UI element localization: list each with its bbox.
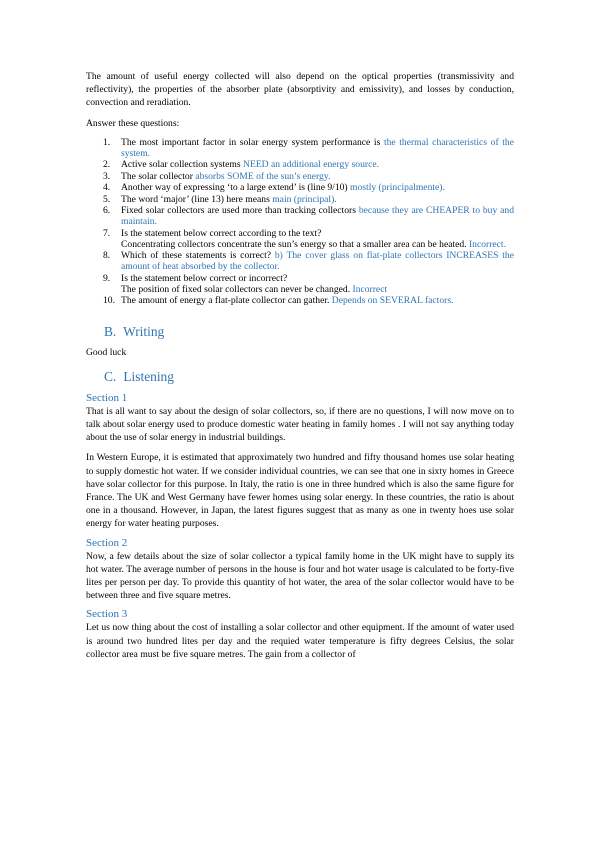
section-1-paragraph-1: That is all want to say about the design of solar collectors, so, if there are no questions, I will now move on to talk about solar energy used to produce domestic water heating in family homes . I will not say anything today about the use of solar energy in industrial buildings. [86, 405, 514, 444]
statement-text: The position of fixed solar collectors can never be changed. [121, 283, 353, 295]
question-text: Is the statement below correct or incorrect? [121, 272, 288, 284]
question-item [86, 228, 514, 250]
question-number: 6. [103, 204, 111, 216]
answer-text: main (principal). [272, 193, 337, 205]
questions-list [86, 137, 514, 307]
question-item [86, 137, 514, 159]
question-text: The amount of energy a flat-plate collector can gather. [121, 295, 332, 307]
section-3-paragraph: Let us now thing about the cost of installing a solar collector and other equipment. If the amount of water used is around two hundred lites per day and the requied water temperature is fifty degrees Celsius, the solar collector area must be five square metres. The gain from a collector of [86, 622, 514, 660]
section-1-heading: Section 1 [86, 391, 128, 404]
question-number: 8. [103, 250, 111, 262]
question-item [86, 171, 514, 182]
writing-title: Writing [123, 323, 165, 339]
listening-letter: C. [104, 368, 117, 384]
questions-prompt: Answer these questions: [86, 117, 180, 129]
document-page [86, 70, 514, 661]
writing-letter: B. [104, 323, 117, 339]
question-number: 10. [103, 295, 115, 307]
statement-text: Concentrating collectors concentrate the sun’s energy so that a smaller area can be heated. [121, 238, 469, 250]
question-item [86, 250, 514, 272]
answer-text: the thermal characteristics of the system. [121, 136, 514, 160]
answer-text: Incorrect. [468, 238, 507, 250]
answer-text: mostly (principalmente). [350, 182, 445, 194]
answer-text: NEED an additional energy source. [243, 159, 379, 171]
question-item [86, 205, 514, 227]
section-2-heading: Section 2 [86, 536, 128, 549]
question-text: The solar collector [121, 170, 196, 182]
answer-text: Incorrect [352, 283, 388, 295]
question-item [86, 182, 514, 193]
question-text: Which of these statements is correct? [121, 250, 275, 262]
question-number: 1. [103, 136, 111, 148]
question-text: Another way of expressing ‘to a large extend’ is (line 9/10) [121, 182, 351, 194]
section-1-paragraph-2: In Western Europe, it is estimated that approximately two hundred and fifty thousand homes use solar heating to supply domestic hot water. If we consider individual countries, we can see that one in sixty homes in Greece have solar collector for this purpose. In Italy, the ratio is one in three hundred which is also the same figure for France. The UK and West Germany have fewer homes using solar energy. In these countries, the ratio is about one in a thousand. However, in Japan, the latest figures suggest that as many as one in twenty hoes use solar energy for water heating purposes. [86, 452, 514, 530]
question-text: The most important factor in solar energy system performance is [121, 136, 384, 148]
section-2-paragraph: Now, a few details about the size of solar collector a typical family home in the UK might have to supply its hot water. The average number of persons in the house is four and hot water usage is calculated to be forty-five lites per person per day. To provide this quantity of hot water, the area of the solar collector would have to be between three and five square metres. [86, 550, 514, 602]
question-text: Is the statement below correct according to the text? [121, 227, 322, 239]
answer-text: because they are CHEAPER to buy and maintain. [121, 204, 514, 228]
question-text: Active solar collection systems [121, 159, 244, 171]
question-number: 5. [103, 193, 111, 205]
section-3-heading: Section 3 [86, 608, 128, 621]
question-number: 4. [103, 182, 111, 194]
question-text: The word ‘major’ (line 13) here means [121, 193, 273, 205]
question-item [86, 194, 514, 205]
question-number: 3. [103, 170, 111, 182]
question-item [86, 273, 514, 295]
intro-paragraph: The amount of useful energy collected will also depend on the optical properties (transmissivity and reflectivity), the properties of the absorber plate (absorptivity and emissivity), and losses by conduction, convection and reradiation. [86, 71, 514, 109]
question-number: 9. [103, 272, 111, 284]
writing-text: Good luck [86, 346, 127, 358]
listening-title: Listening [123, 368, 174, 384]
answer-text: b) The cover glass on flat-plate collectors INCREASES the amount of heat absorbed by the collector. [121, 250, 514, 273]
listening-heading [86, 369, 514, 385]
answer-text: absorbs SOME of the sun’s energy. [195, 170, 331, 182]
writing-heading [86, 324, 514, 340]
answer-text: Depends on SEVERAL factors. [331, 295, 454, 307]
question-text: Fixed solar collectors are used more than tracking collectors [121, 204, 359, 216]
question-item [86, 295, 514, 306]
question-number: 7. [103, 227, 111, 239]
question-item [86, 159, 514, 170]
question-number: 2. [103, 159, 111, 171]
